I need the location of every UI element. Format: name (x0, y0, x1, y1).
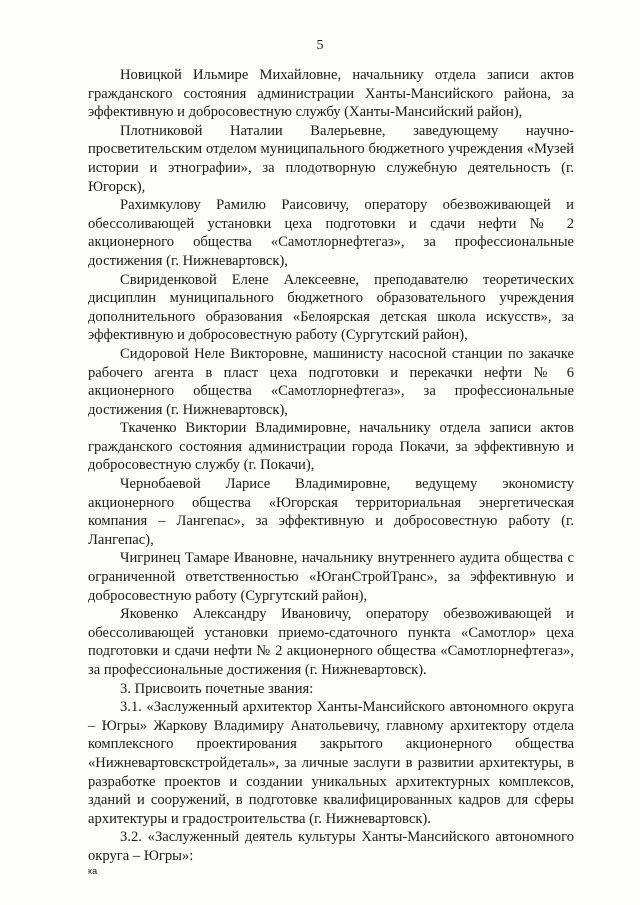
award-paragraph-chernobaeva: Чернобаевой Ларисе Владимировне, ведущему экономисту акционерного общества «Югорская территориальная энергетическая компания – Лангепас», за эффективную и добросовестную работу (г. Лангепас), (88, 476, 574, 548)
page-number: 5 (316, 38, 324, 53)
document-body (88, 66, 574, 866)
award-paragraph-plotnikova: Плотниковой Наталии Валерьевне, заведующему научно-просветительским отделом муниципального бюджетного учреждения «Музей истории и этнографии», за плодотворную служебную деятельность (г. Югорск), (88, 122, 574, 195)
award-paragraph-sviridenkova: Свириденковой Елене Алексеевне, преподавателю теоретических дисциплин муниципального бюджетного образовательного учреждения дополнительного образования «Белоярская детская школа искусств», за эффективную и добросовестную работу (Сургутский район), (88, 271, 574, 344)
section-3-heading: 3. Присвоить почетные звания: (120, 680, 314, 697)
award-paragraph-novitskaya: Новицкой Ильмире Михайловне, начальнику отдела записи актов гражданского состояния администрации Ханты-Мансийского района, за эффективную и добросовестную службу (Ханты-Мансийский район), (88, 67, 574, 121)
award-paragraph-chigrinets: Чигринец Тамаре Ивановне, начальнику внутреннего аудита общества с ограниченной ответственностью «ЮганСтройТранс», за эффективную и добросовестную работу (Сургутский район), (88, 550, 574, 604)
award-paragraph-yakovenko: Яковенко Александру Ивановичу, оператору обезвоживающей и обессоливающей установки приемо-сдаточного пункта «Самотлор» цеха подготовки и сдачи нефти № 2 акционерного общества «Самотлорнефтегаз», за профессиональные достижения (г. Нижневартовск). (88, 606, 574, 678)
award-paragraph-tkachenko: Ткаченко Виктории Владимировне, начальнику отдела записи актов гражданского состояния администрации города Покачи, за эффективную и добросовестную службу (г. Покачи), (88, 420, 574, 474)
footer-initials: ка (88, 866, 98, 876)
award-paragraph-rakhimkulov: Рахимкулову Рамилю Раисовичу, оператору обезвоживающей и обессоливающей установки цеха подготовки и сдачи нефти № 2 акционерного общества «Самотлорнефтегаз», за профессиональные достижения (г. Нижневартовск), (88, 197, 574, 269)
award-paragraph-sidorova: Сидоровой Неле Викторовне, машинисту насосной станции по закачке рабочего агента в пласт цеха подготовки и перекачки нефти № 6 акционерного общества «Самотлорнефтегаз», за профессиональные достижения (г. Нижневартовск), (88, 345, 574, 418)
section-3-2-paragraph: 3.2. «Заслуженный деятель культуры Ханты-Мансийского автономного округа – Югры»: (88, 829, 574, 864)
section-3-1-paragraph: 3.1. «Заслуженный архитектор Ханты-Мансийского автономного округа – Югры» Жаркову Владимиру Анатольевичу, главному архитектору отдела комплексного проектирования закрытого акционерного общества «Нижневартовскстройдеталь», за личные заслуги в развитии архитектуры, в разработке проектов и создании уникальных архитектурных комплексов, зданий и сооружений, в подготовке квалифицированных кадров для сферы архитектуры и градостроительства (г. Нижневартовск). (88, 699, 574, 827)
